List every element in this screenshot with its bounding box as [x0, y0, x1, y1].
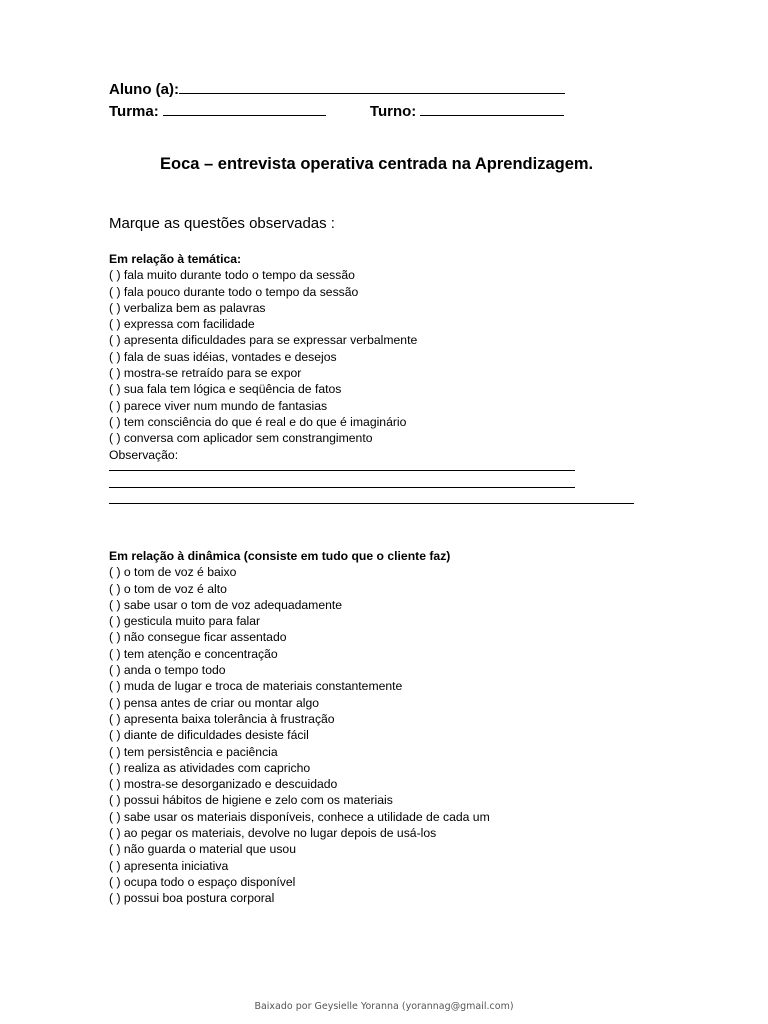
- checklist-item: ( ) ocupa todo o espaço disponível: [109, 874, 296, 889]
- checklist-item: ( ) o tom de voz é baixo: [109, 565, 237, 580]
- turma-blank: [163, 102, 326, 116]
- checklist-item: ( ) sua fala tem lógica e seqüência de fatos: [109, 382, 342, 397]
- checklist-item: ( ) tem persistência e paciência: [109, 744, 278, 759]
- checklist-item: ( ) fala pouco durante todo o tempo da sessão: [109, 284, 359, 299]
- instruction-text: Marque as questões observadas :: [109, 215, 335, 232]
- aluno-blank: [179, 80, 565, 94]
- checklist-item: ( ) fala muito durante todo o tempo da sessão: [109, 268, 355, 283]
- checklist-item: ( ) possui boa postura corporal: [109, 891, 275, 906]
- checklist-item: ( ) apresenta dificuldades para se expressar verbalmente: [109, 333, 418, 348]
- checklist-item: ( ) pensa antes de criar ou montar algo: [109, 695, 320, 710]
- section-tematica: [109, 251, 417, 463]
- observacao-line: [109, 487, 575, 488]
- download-footer: Baixado por Geysielle Yoranna (yorannag@gmail.com): [254, 1001, 514, 1012]
- observacao-line: [109, 503, 634, 504]
- section-heading: Em relação à temática:: [109, 252, 242, 266]
- document-title: Eoca – entrevista operativa centrada na Aprendizagem.: [160, 155, 594, 173]
- checklist-item: ( ) não guarda o material que usou: [109, 842, 296, 857]
- checklist-item: ( ) expressa com facilidade: [109, 317, 255, 332]
- checklist-item: ( ) tem atenção e concentração: [109, 646, 278, 661]
- turma-label: Turma:: [109, 103, 159, 120]
- checklist-item: ( ) verbaliza bem as palavras: [109, 300, 266, 315]
- checklist-item: ( ) sabe usar os materiais disponíveis, conhece a utilidade de cada um: [109, 809, 490, 824]
- observacao-lines: [109, 470, 634, 520]
- observacao-line: [109, 470, 575, 471]
- checklist-item: ( ) apresenta baixa tolerância à frustração: [109, 711, 335, 726]
- checklist-item: ( ) apresenta iniciativa: [109, 858, 229, 873]
- aluno-field: [109, 80, 565, 99]
- checklist-item: ( ) anda o tempo todo: [109, 663, 226, 678]
- observacao-label: Observação:: [109, 447, 179, 462]
- turno-label: Turno:: [369, 103, 417, 120]
- turma-turno-field: [109, 102, 564, 121]
- checklist-item: ( ) possui hábitos de higiene e zelo com os materiais: [109, 793, 393, 808]
- checklist-item: ( ) tem consciência do que é real e do que é imaginário: [109, 414, 407, 429]
- checklist-item: ( ) conversa com aplicador sem constrangimento: [109, 431, 373, 446]
- checklist-item: ( ) o tom de voz é alto: [109, 581, 227, 596]
- checklist-item: ( ) não consegue ficar assentado: [109, 630, 287, 645]
- aluno-label: Aluno (a):: [109, 81, 179, 98]
- checklist-item: ( ) mostra-se desorganizado e descuidado: [109, 777, 338, 792]
- checklist-item: ( ) parece viver num mundo de fantasias: [109, 398, 328, 413]
- section-dinamica: [109, 548, 490, 907]
- checklist-item: ( ) gesticula muito para falar: [109, 614, 261, 629]
- checklist-item: ( ) diante de dificuldades desiste fácil: [109, 728, 309, 743]
- checklist-item: ( ) sabe usar o tom de voz adequadamente: [109, 597, 343, 612]
- checklist-item: ( ) ao pegar os materiais, devolve no lugar depois de usá-los: [109, 826, 437, 841]
- checklist-item: ( ) mostra-se retraído para se expor: [109, 366, 302, 381]
- checklist-item: ( ) realiza as atividades com capricho: [109, 760, 311, 775]
- turno-blank: [420, 102, 564, 116]
- checklist-item: ( ) fala de suas idéias, vontades e desejos: [109, 349, 337, 364]
- section-heading: Em relação à dinâmica (consiste em tudo que o cliente faz): [109, 549, 451, 563]
- checklist-item: ( ) muda de lugar e troca de materiais constantemente: [109, 679, 403, 694]
